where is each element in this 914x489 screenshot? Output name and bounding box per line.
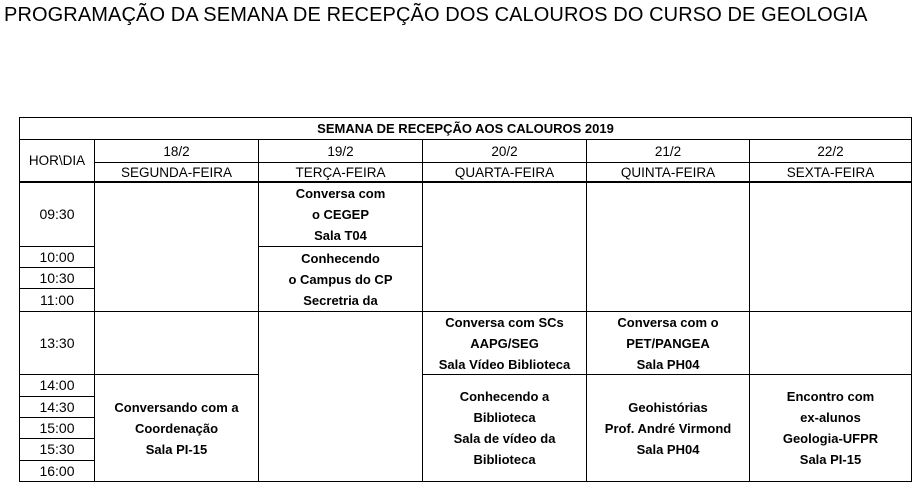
event-text: Conversa com o CEGEP Sala T04 xyxy=(295,186,386,243)
event-cell xyxy=(423,375,586,481)
event-text: Conversa com o PET/PANGEA Sala PH04 xyxy=(617,314,719,372)
event-cell xyxy=(587,312,749,374)
weekday-header: QUINTA-FEIRA xyxy=(620,164,716,180)
grid-line xyxy=(19,481,912,482)
event-text: Conversa com SCs AAPG/SEG Sala Vídeo Biblioteca xyxy=(438,314,571,372)
event-text: Encontro com ex-alunos Geologia-UFPR Sala PI-15 xyxy=(782,389,879,467)
date-header: 22/2 xyxy=(817,143,844,159)
time-label: 11:00 xyxy=(40,291,74,308)
time-label: 16:00 xyxy=(39,462,75,479)
event-cell xyxy=(95,375,258,481)
event-cell xyxy=(423,312,586,374)
date-header: 18/2 xyxy=(163,143,190,159)
schedule-table xyxy=(19,117,912,482)
event-cell xyxy=(259,247,422,311)
weekday-header: SEGUNDA-FEIRA xyxy=(120,164,232,180)
date-header: 20/2 xyxy=(491,143,518,159)
time-label: 15:00 xyxy=(39,419,75,436)
weekday-header: SEXTA-FEIRA xyxy=(786,164,875,180)
event-text: Conhecendo o Campus do CP Secretria da xyxy=(288,250,393,308)
time-label: 10:30 xyxy=(39,269,75,286)
weekday-header: QUARTA-FEIRA xyxy=(454,164,555,180)
grid-line xyxy=(911,117,912,482)
event-cell xyxy=(587,375,749,481)
time-label: 13:30 xyxy=(39,334,75,351)
event-cell xyxy=(750,375,911,481)
event-text: Conhecendo a Biblioteca Sala de vídeo da Biblioteca xyxy=(453,389,556,467)
time-label: 14:00 xyxy=(39,377,75,393)
time-label: 10:00 xyxy=(39,248,75,265)
event-cell xyxy=(259,183,422,246)
time-label: 09:30 xyxy=(39,206,75,222)
event-text: Conversando com a Coordenação Sala PI-15 xyxy=(114,399,239,457)
weekday-header: TERÇA-FEIRA xyxy=(295,164,386,180)
page-title: PROGRAMAÇÃO DA SEMANA DE RECEPÇÃO DOS CALOUROS DO CURSO DE GEOLOGIA xyxy=(4,4,868,26)
date-header: 19/2 xyxy=(327,143,354,159)
event-text: Geohistórias Prof. André Virmond Sala PH04 xyxy=(604,399,732,457)
time-label: 14:30 xyxy=(39,398,75,415)
table-heading: SEMANA DE RECEPÇÃO AOS CALOUROS 2019 xyxy=(317,121,614,136)
corner-label: HOR\DIA xyxy=(28,153,86,168)
date-header: 21/2 xyxy=(654,143,682,159)
time-label: 15:30 xyxy=(39,441,75,457)
